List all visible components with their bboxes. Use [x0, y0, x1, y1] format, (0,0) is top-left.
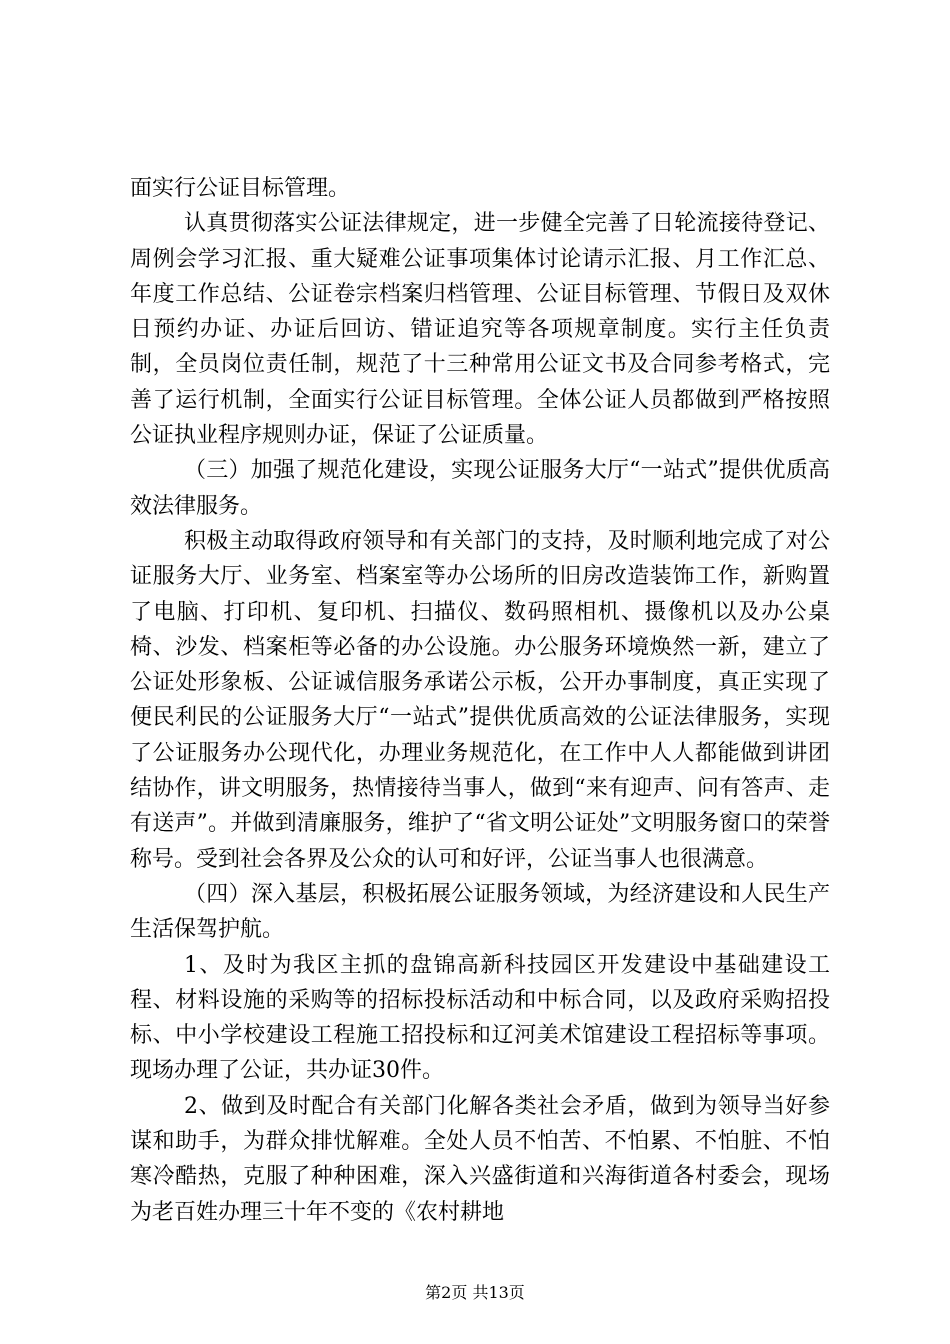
paragraph-7: 2、做到及时配合有关部门化解各类社会矛盾，做到为领导当好参谋和助手，为群众排忧解难。全处人员不怕苦、不怕累、不怕脏、不怕寒冷酷热，克服了种种困难，深入兴盛街道和兴海街道各村委会，现场为老百姓办理三十年不变的《农村耕地: [130, 1093, 830, 1225]
paragraph-4: 积极主动取得政府领导和有关部门的支持，及时顺利地完成了对公证服务大厅、业务室、档案室等办公场所的旧房改造装饰工作，新购置了电脑、打印机、复印机、扫描仪、数码照相机、摄像机以及办公桌椅、沙发、档案柜等必备的办公设施。办公服务环境焕然一新，建立了公证处形象板、公证诚信服务承诺公示板，公开办事制度，真正实现了便民利民的公证服务大厅“一站式”提供优质高效的公证法律服务，实现了公证服务办公现代化，办理业务规范化，在工作中人人都能做到讲团结协作，讲文明服务，热情接待当事人，做到“来有迎声、问有答声、走有送声”。并做到清廉服务，维护了“省文明公证处”文明服务窗口的荣誉称号。受到社会各界及公众的认可和好评，公证当事人也很满意。: [130, 528, 830, 872]
paragraph-1: 面实行公证目标管理。: [130, 176, 351, 201]
page-footer: 第2页 共13页: [425, 1283, 525, 1302]
paragraph-3-heading: （三）加强了规范化建设，实现公证服务大厅“一站式”提供优质高效法律服务。: [130, 458, 830, 519]
paragraph-6: 1、及时为我区主抓的盘锦高新科技园区开发建设中基础建设工程、材料设施的采购等的招标投标活动和中标合同，以及政府采购招投标、中小学校建设工程施工招投标和辽河美术馆建设工程招标等事项。现场办理了公证，共办证30件。: [130, 952, 830, 1084]
paragraph-5-heading: （四）深入基层，积极拓展公证服务领域，为经济建设和人民生产生活保驾护航。: [130, 881, 830, 943]
paragraph-2: 认真贯彻落实公证法律规定，进一步健全完善了日轮流接待登记、周例会学习汇报、重大疑难公证事项集体讨论请示汇报、月工作汇总、年度工作总结、公证卷宗档案归档管理、公证目标管理、节假日及双休日预约办证、办证后回访、错证追究等各项规章制度。实行主任负责制，全员岗位责任制，规范了十三种常用公证文书及合同参考格式，完善了运行机制，全面实行公证目标管理。全体公证人员都做到严格按照公证执业程序规则办证，保证了公证质量。: [130, 211, 830, 449]
document-body: [130, 171, 830, 1230]
